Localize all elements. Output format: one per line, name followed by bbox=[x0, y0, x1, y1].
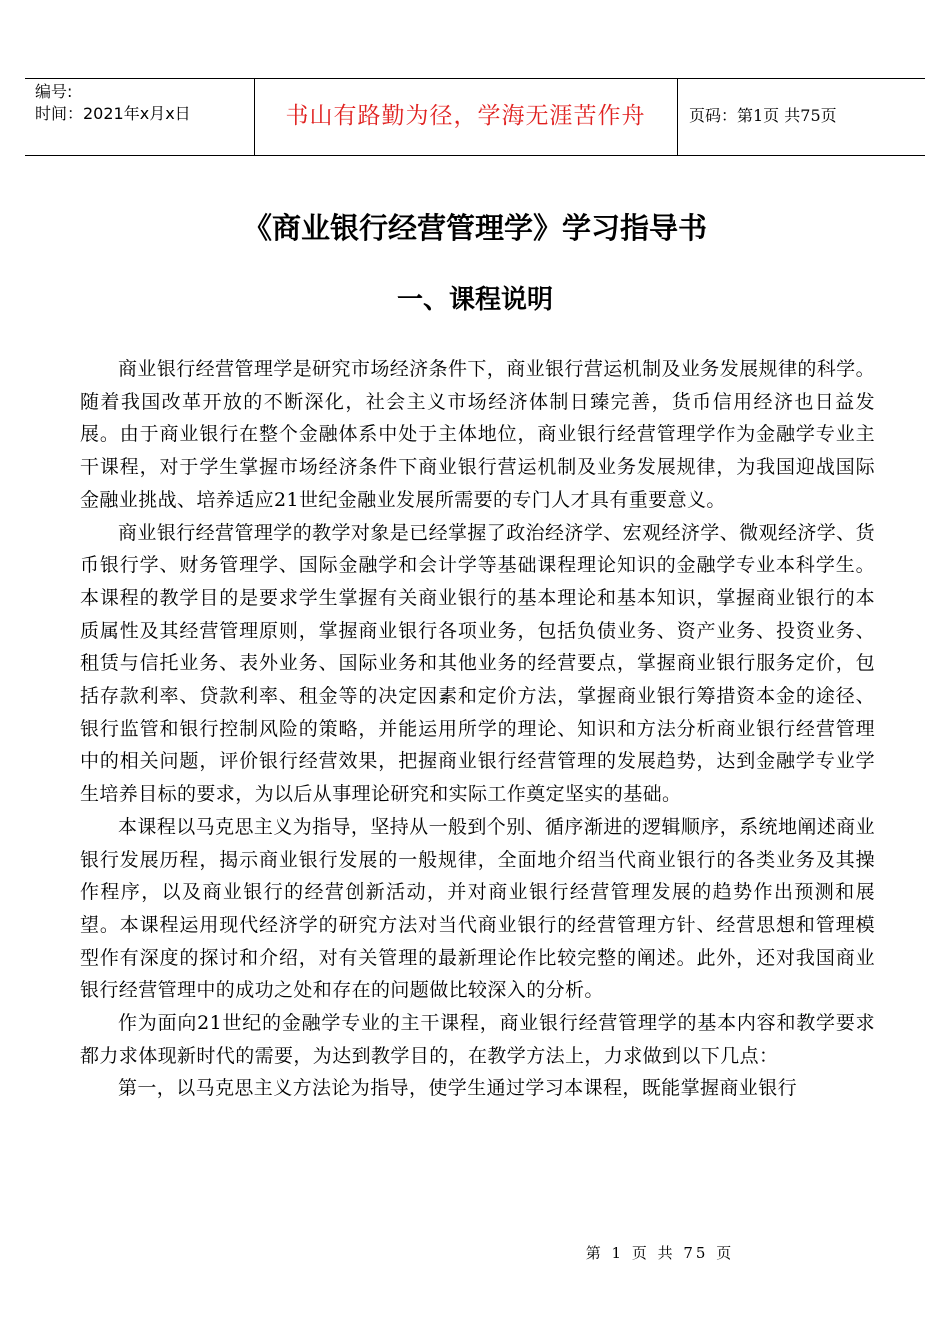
section-heading: 一、课程说明 bbox=[396, 285, 553, 315]
body-paragraph: 商业银行经营管理学的教学对象是已经掌握了政治经济学、宏观经济学、微观经济学、货币银行学、财务管理学、国际金融学和会计学等基础课程理论知识的金融学专业本科学生。本课程的教学目的是要求学生掌握有关商业银行的基本理论和基本知识，掌握商业银行的本质属性及其经营管理原则，掌握商业银行各项业务，包括负债业务、资产业务、投资业务、租赁与信托业务、表外业务、国际业务和其他业务的经营要点，掌握商业银行服务定价，包括存款利率、贷款利率、租金等的决定因素和定价方法，掌握商业银行筹措资本金的途径、银行监管和银行控制风险的策略，并能运用所学的理论、知识和方法分析商业银行经营管理中的相关问题，评价银行经营效果，把握商业银行经营管理的发展趋势，达到金融学专业学生培养目标的要求，为以后从事理论研究和实际工作奠定坚实的基础。 bbox=[80, 521, 875, 806]
header-divider bbox=[677, 79, 678, 155]
page-header bbox=[25, 78, 925, 156]
header-motto: 书山有路勤为径，学海无涯苦作舟 bbox=[285, 103, 646, 129]
document-time-label: 时间：2021年x月x日 bbox=[35, 104, 191, 123]
body-paragraph: 商业银行经营管理学是研究市场经济条件下，商业银行营运机制及业务发展规律的科学。随着我国改革开放的不断深化，社会主义市场经济体制日臻完善，货币信用经济也日益发展。由于商业银行在整个金融体系中处于主体地位，商业银行经营管理学作为金融学专业主干课程，对于学生掌握市场经济条件下商业银行营运机制及业务发展规律，为我国迎战国际金融业挑战、培养适应21世纪金融业发展所需要的专门人才具有重要意义。 bbox=[80, 358, 875, 511]
page-footer: 第 1 页 共 75 页 bbox=[585, 1244, 735, 1262]
body-paragraph: 第一，以马克思主义方法论为指导，使学生通过学习本课程，既能掌握商业银行 bbox=[118, 1077, 798, 1100]
document-title: 《商业银行经营管理学》学习指导书 bbox=[242, 211, 707, 245]
header-page-info: 页码：第1页 共75页 bbox=[689, 106, 837, 125]
body-paragraph: 本课程以马克思主义为指导，坚持从一般到个别、循序渐进的逻辑顺序，系统地阐述商业银行发展历程，揭示商业银行发展的一般规律，全面地介绍当代商业银行的各类业务及其操作程序，以及商业银行的经营创新活动，并对商业银行经营管理发展的趋势作出预测和展望。本课程运用现代经济学的研究方法对当代商业银行的经营管理方针、经营思想和管理模型作有深度的探讨和介绍，对有关管理的最新理论作比较完整的阐述。此外，还对我国商业银行经营管理中的成功之处和存在的问题做比较深入的分析。 bbox=[80, 815, 875, 1002]
header-meta bbox=[35, 81, 191, 125]
document-body bbox=[80, 353, 875, 1105]
body-paragraph: 作为面向21世纪的金融学专业的主干课程，商业银行经营管理学的基本内容和教学要求都力求体现新时代的需要，为达到教学目的，在教学方法上，力求做到以下几点： bbox=[80, 1012, 875, 1067]
document-number-label: 编号: bbox=[35, 82, 73, 101]
